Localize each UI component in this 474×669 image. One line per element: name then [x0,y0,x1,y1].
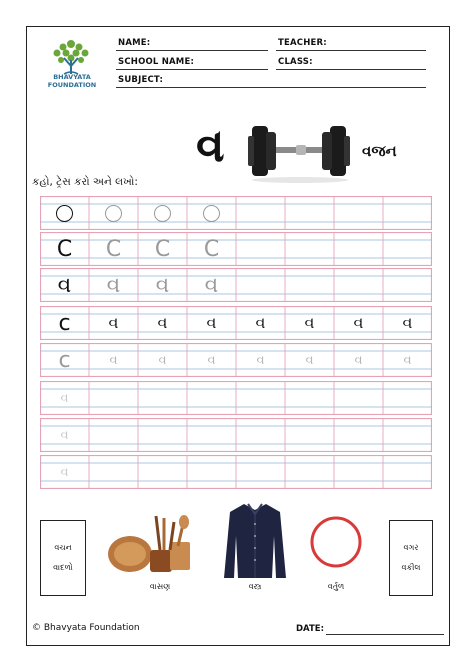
letter-cell [138,268,187,302]
practice-row[interactable] [40,232,432,266]
letter-glyph: વ [204,272,219,298]
letter-glyph: વ [60,390,69,406]
shirt-label: વસ્ત્ર [248,582,262,591]
letter-cell [285,343,334,377]
letter-cell [89,343,138,377]
letter-cell [89,268,138,302]
letter-cell [40,268,89,302]
letter-glyph: વ [207,352,216,368]
letter-cell [285,306,334,340]
letter-glyph: વ [256,352,265,368]
letter-cell [187,232,236,266]
letter-cell [40,418,89,452]
letter-glyph: વ [305,352,314,368]
letter-cell [40,196,89,230]
letter-glyph: વ [106,272,121,298]
letter-cell [40,455,89,489]
letter-cell [236,306,285,340]
letter-glyph: વ [109,352,118,368]
letter-glyph: વ [402,313,413,332]
letter-glyph: C [203,236,220,262]
utensils-icon [104,512,200,578]
copyright-text: © Bhavyata Foundation [32,623,140,633]
practice-row[interactable] [40,418,432,452]
letter-cell [40,343,89,377]
utensils-label: વાસણ [149,582,171,591]
date-label: DATE: [296,624,324,634]
letter-cell [187,196,236,230]
letter-cell [138,306,187,340]
letter-glyph: વ [158,352,167,368]
letter-cell [89,196,138,230]
date-line[interactable] [326,634,444,635]
name-line[interactable] [116,50,268,51]
letter-cell [138,196,187,230]
circle-glyph [105,205,122,222]
letter-cell [383,343,432,377]
featured-letter: વ [196,118,225,172]
letter-glyph: વ [304,313,315,332]
shirt-icon [222,500,288,580]
ruling-lines [40,381,432,415]
letter-cell [138,232,187,266]
ruling-lines [40,418,432,452]
letter-glyph: c [58,347,71,373]
letter-cell [89,232,138,266]
letter-glyph: C [154,236,171,262]
letter-glyph: વ [60,427,69,443]
featured-word: વજન [362,142,397,160]
letter-cell [138,343,187,377]
circle-label: વર્તુળ [327,582,345,591]
circle-glyph [154,205,171,222]
letter-cell [40,381,89,415]
dumbbell-icon [246,118,354,184]
letter-glyph: વ [57,272,72,298]
letter-cell [334,306,383,340]
practice-row[interactable] [40,306,432,340]
word-box-left: વચન વાદળો [40,520,86,596]
letter-glyph: C [56,236,73,262]
logo-text: BHAVYATA FOUNDATION [47,73,97,89]
subject-line[interactable] [116,87,426,88]
letter-glyph: વ [157,313,168,332]
letter-glyph: વ [60,464,69,480]
letter-cell [187,343,236,377]
letter-cell [40,306,89,340]
letter-glyph: વ [255,313,266,332]
practice-row[interactable] [40,455,432,489]
letter-glyph: C [105,236,122,262]
letter-cell [89,306,138,340]
letter-glyph: વ [353,313,364,332]
practice-row[interactable] [40,381,432,415]
letter-cell [236,343,285,377]
letter-cell [383,306,432,340]
letter-glyph: વ [108,313,119,332]
word-box-right: વગર વકીલ [389,520,433,596]
circle-glyph [56,205,73,222]
teacher-line[interactable] [276,50,426,51]
class-line[interactable] [276,69,426,70]
practice-row[interactable] [40,343,432,377]
letter-cell [334,343,383,377]
instruction-text: કહો, ટ્રેસ કરો અને લખો: [32,176,138,188]
letter-cell [40,232,89,266]
letter-glyph: c [58,310,71,336]
subject-label: SUBJECT: [118,75,164,85]
letter-glyph: વ [354,352,363,368]
practice-row[interactable] [40,268,432,302]
letter-cell [187,268,236,302]
letter-glyph: વ [403,352,412,368]
letter-cell [187,306,236,340]
letter-glyph: વ [155,272,170,298]
school-name-label: SCHOOL NAME: [118,57,195,67]
letter-glyph: વ [206,313,217,332]
teacher-label: TEACHER: [278,38,327,48]
ruling-lines [40,455,432,489]
school-name-line[interactable] [116,69,268,70]
name-label: NAME: [118,38,151,48]
class-label: CLASS: [278,57,313,67]
circle-icon [308,514,364,570]
practice-row[interactable] [40,196,432,230]
circle-glyph [203,205,220,222]
